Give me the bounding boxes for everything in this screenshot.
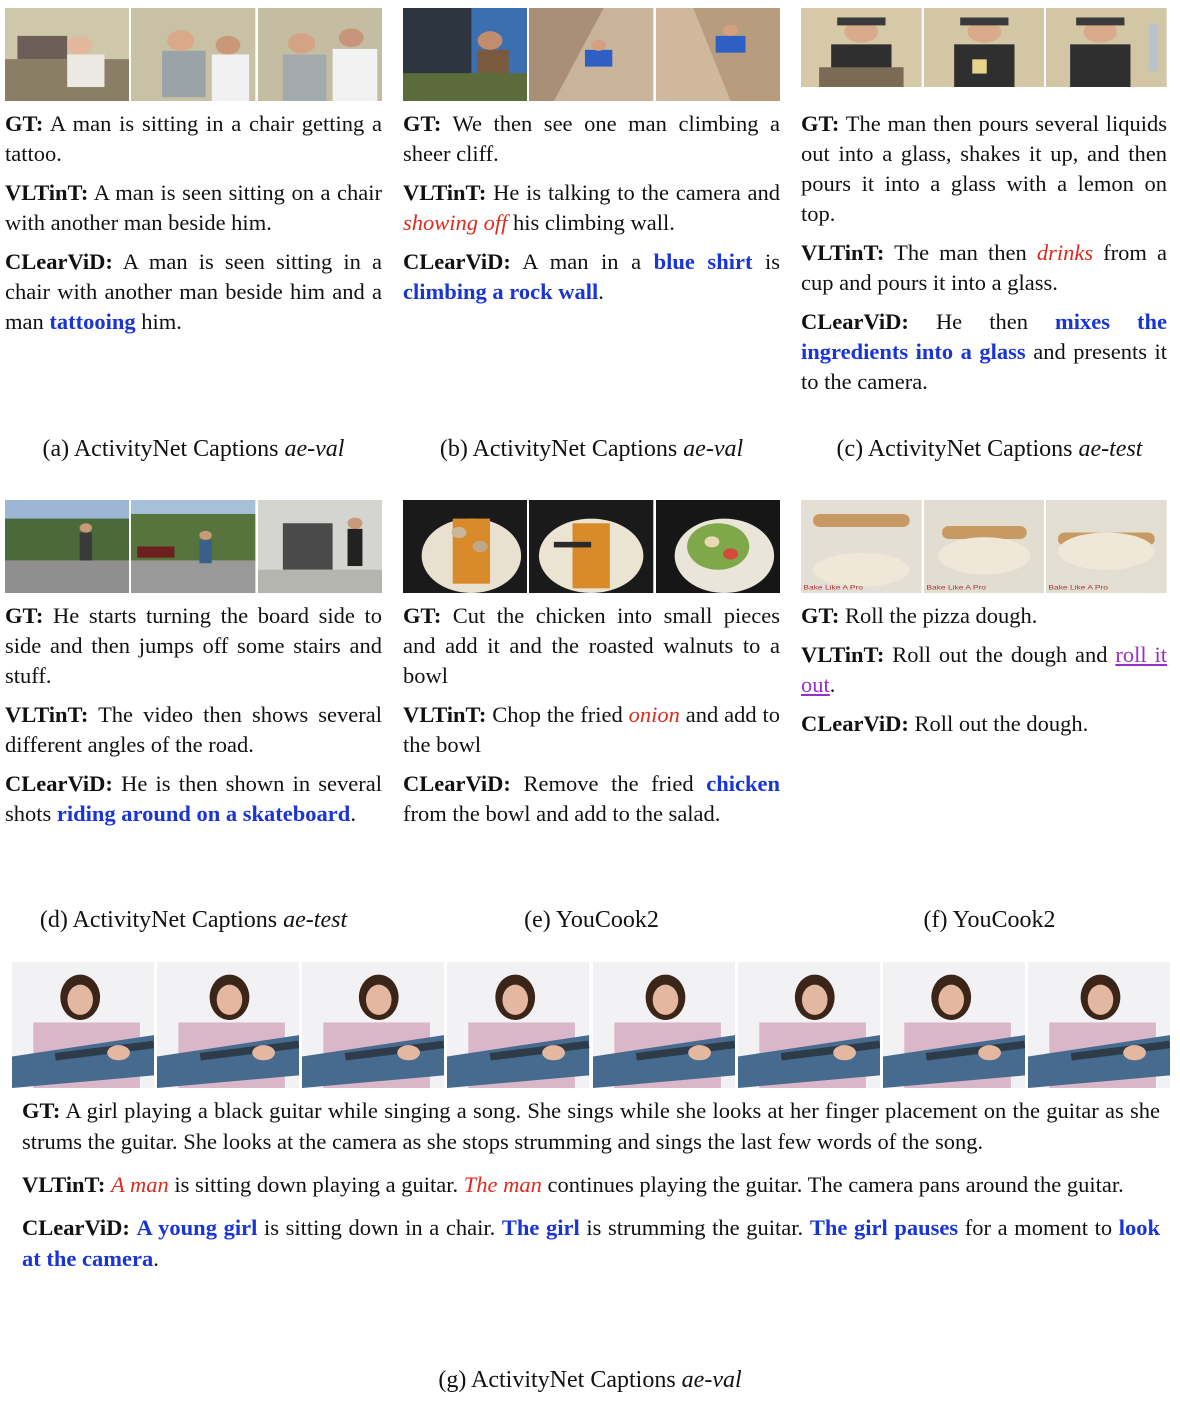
clearvid-label: CLearViD:: [22, 1215, 130, 1240]
watermark: Bake Like A Pro: [926, 583, 986, 592]
caption-segment: .: [153, 1246, 159, 1271]
vltint-caption: [801, 238, 1167, 298]
video-frames: [403, 500, 780, 593]
clearvid-caption: [5, 769, 382, 829]
vltint-label: VLTinT:: [5, 702, 89, 727]
caption-segment: and add to the bowl: [403, 702, 781, 757]
gt-caption: [403, 601, 780, 691]
captions: [801, 601, 1167, 739]
panel-f: [801, 500, 1167, 748]
gt-label: GT:: [5, 603, 44, 628]
highlight-phrase: A young girl: [136, 1215, 258, 1240]
caption-segment: his climbing wall.: [507, 210, 675, 235]
vltint-caption: [403, 178, 780, 238]
caption-segment: He then: [935, 309, 1055, 334]
clearvid-label: CLearViD:: [801, 711, 909, 736]
caption-segment: is sitting down playing a guitar.: [168, 1172, 464, 1197]
caption-segment: Cut the chicken into small pieces and add it and the roasted walnuts to a bowl: [403, 603, 780, 688]
caption-segment: We then see one man climbing a sheer cliff.: [403, 111, 781, 166]
caption-segment: Remove the fried: [523, 771, 707, 796]
caption-segment: He is talking to the camera and: [493, 180, 780, 205]
video-frame: [883, 962, 1025, 1088]
vltint-label: VLTinT:: [403, 702, 487, 727]
error-phrase: onion: [628, 702, 680, 727]
video-frame: [5, 8, 129, 101]
video-frame: [924, 8, 1045, 87]
video-frame: [1046, 500, 1167, 593]
gt-label: GT:: [403, 111, 442, 136]
highlight-phrase: mixes the ingredients into a glass: [801, 309, 1167, 364]
video-frame: [258, 500, 382, 593]
video-frame: [593, 962, 735, 1088]
watermark: Bake Like A Pro: [1048, 583, 1109, 592]
video-frames: [403, 8, 780, 101]
video-frame: [5, 500, 129, 593]
gt-label: GT:: [5, 111, 44, 136]
highlight-phrase: The girl pauses: [809, 1215, 959, 1240]
highlight-phrase: The girl: [501, 1215, 580, 1240]
video-frames: [801, 500, 1167, 593]
caption-segment: A man is seen sitting in a chair with another man beside him and a man: [5, 249, 382, 334]
caption-segment: and presents it to the camera.: [801, 339, 1167, 394]
caption-segment: .: [350, 801, 356, 826]
highlight-phrase: chicken: [706, 771, 781, 796]
caption-segment: A man is sitting in a chair getting a tattoo.: [5, 111, 382, 166]
caption-segment: A girl playing a black guitar while singing a song. She sings while she looks at her finger placement on the guitar as she strums the guitar. She looks at the camera as she stops strumming and sings the last few words of the song.: [22, 1098, 1160, 1154]
clearvid-caption: [403, 247, 780, 307]
captions: [403, 109, 780, 307]
gt-text: [22, 1098, 1160, 1154]
gt-caption: [5, 109, 382, 169]
clearvid-text: [22, 1215, 1160, 1271]
caption-segment: The video then shows several different angles of the road.: [5, 702, 383, 757]
gt-text: [5, 603, 382, 688]
gt-text: [403, 111, 780, 166]
video-frame: [131, 8, 255, 101]
video-frame: [924, 500, 1045, 593]
caption-segment: A man is seen sitting on a chair with another man beside him.: [5, 180, 382, 235]
error-phrase: drinks: [1036, 240, 1094, 265]
subcaption-d: (d) ActivityNet Captions ae-test: [39, 907, 348, 933]
video-frames: [801, 8, 1167, 87]
video-frame: [12, 962, 154, 1088]
caption-segment: continues playing the guitar. The camera pans around the guitar.: [541, 1172, 1124, 1197]
clearvid-label: CLearViD:: [403, 771, 511, 796]
vltint-label: VLTinT:: [5, 180, 89, 205]
caption-segment: him.: [135, 309, 182, 334]
subcaption-b: (b) ActivityNet Captions ae-val: [439, 436, 744, 462]
caption-segment: Roll out the dough.: [914, 711, 1089, 736]
video-frame: [738, 962, 880, 1088]
caption-segment: The man then: [894, 240, 1037, 265]
captions: [5, 601, 382, 829]
gt-label: GT:: [801, 603, 840, 628]
vltint-caption: [5, 178, 382, 238]
repetition-phrase: roll it out: [801, 642, 1167, 697]
caption-segment: Roll out the dough and: [892, 642, 1116, 667]
error-phrase: The man: [463, 1172, 542, 1197]
video-frame: [403, 500, 527, 593]
video-frame: [801, 500, 922, 593]
video-frame: [1046, 8, 1167, 87]
highlight-phrase: blue shirt: [653, 249, 753, 274]
vltint-label: VLTinT:: [22, 1172, 106, 1197]
gt-text: [403, 603, 780, 688]
vltint-caption: [22, 1169, 1160, 1200]
caption-segment: He starts turning the board side to side and then jumps off some stairs and stuff.: [5, 603, 383, 688]
video-frame: [302, 962, 444, 1088]
video-frame: [529, 500, 653, 593]
gt-label: GT:: [403, 603, 442, 628]
gt-caption: [801, 109, 1167, 229]
vltint-caption: [801, 640, 1167, 700]
video-frames: [5, 8, 382, 101]
panel-b: [403, 8, 780, 316]
caption-segment: He is then shown in several shots: [5, 771, 383, 826]
vltint-label: VLTinT:: [801, 642, 885, 667]
video-frame: [403, 8, 527, 101]
panel-d: [5, 500, 382, 838]
panel-c: [801, 8, 1167, 406]
vltint-label: VLTinT:: [801, 240, 885, 265]
gt-label: GT:: [22, 1098, 61, 1123]
gt-text: [5, 111, 382, 166]
gt-caption: [403, 109, 780, 169]
clearvid-caption: [801, 709, 1167, 739]
video-frame: [258, 8, 382, 101]
gt-caption: [801, 601, 1167, 631]
clearvid-label: CLearViD:: [801, 309, 909, 334]
subcaption-c: (c) ActivityNet Captions ae-test: [836, 436, 1143, 462]
error-phrase: A man: [111, 1172, 169, 1197]
clearvid-caption: [403, 769, 780, 829]
vltint-caption: [403, 700, 780, 760]
caption-segment: from the bowl and add to the salad.: [403, 801, 721, 826]
clearvid-label: CLearViD:: [403, 249, 511, 274]
video-frame: [801, 8, 922, 87]
highlight-phrase: tattooing: [49, 309, 136, 334]
gt-text: [801, 111, 1167, 226]
gt-text: [845, 603, 1037, 628]
clearvid-label: CLearViD:: [5, 771, 113, 796]
caption-segment: is: [752, 249, 780, 274]
clearvid-caption: [801, 307, 1167, 397]
vltint-label: VLTinT:: [403, 180, 487, 205]
caption-segment: .: [829, 672, 836, 697]
captions: [5, 109, 382, 337]
captions: [403, 601, 780, 829]
video-frame: [1028, 962, 1170, 1088]
captions: [801, 109, 1167, 397]
error-phrase: showing off: [403, 210, 508, 235]
highlight-phrase: climbing a rock wall: [403, 279, 599, 304]
caption-segment: is sitting down in a chair.: [257, 1215, 502, 1240]
highlight-phrase: look at the camera: [22, 1215, 1161, 1271]
panel-g-frames: [12, 962, 1170, 1088]
video-frame: [447, 962, 589, 1088]
caption-segment: A man in a: [522, 249, 654, 274]
video-frame: [157, 962, 299, 1088]
caption-segment: The man then pours several liquids out into a glass, shakes it up, and then pours it into a glass with a lemon on top.: [801, 111, 1167, 226]
caption-segment: is strumming the guitar.: [579, 1215, 810, 1240]
subcaption-g: (g) ActivityNet Captions ae-val: [438, 1367, 742, 1393]
clearvid-text: [915, 711, 1089, 736]
subcaption-e: (e) YouCook2: [524, 907, 659, 933]
video-frame: [131, 500, 255, 593]
clearvid-caption: [22, 1212, 1160, 1274]
highlight-phrase: riding around on a skateboard: [56, 801, 351, 826]
caption-segment: Roll the pizza dough.: [844, 603, 1038, 628]
clearvid-caption: [5, 247, 382, 337]
vltint-text: [111, 1172, 1124, 1197]
gt-caption: [5, 601, 382, 691]
clearvid-label: CLearViD:: [5, 249, 113, 274]
caption-segment: .: [598, 279, 604, 304]
caption-segment: from a cup and pours it into a glass.: [801, 240, 1167, 295]
video-frame: [529, 8, 653, 101]
panel-g-captions: [22, 1095, 1160, 1286]
gt-label: GT:: [801, 111, 840, 136]
panel-e: [403, 500, 780, 838]
subcaption-a: (a) ActivityNet Captions ae-val: [42, 436, 345, 462]
caption-segment: Chop the fried: [492, 702, 629, 727]
caption-segment: for a moment to: [958, 1215, 1119, 1240]
subcaption-f: (f) YouCook2: [923, 907, 1056, 933]
vltint-caption: [5, 700, 382, 760]
video-frame: [656, 8, 780, 101]
gt-caption: [22, 1095, 1160, 1157]
panel-a: [5, 8, 382, 346]
video-frames: [5, 500, 382, 593]
video-frame: [656, 500, 780, 593]
watermark: Bake Like A Pro: [803, 583, 863, 592]
